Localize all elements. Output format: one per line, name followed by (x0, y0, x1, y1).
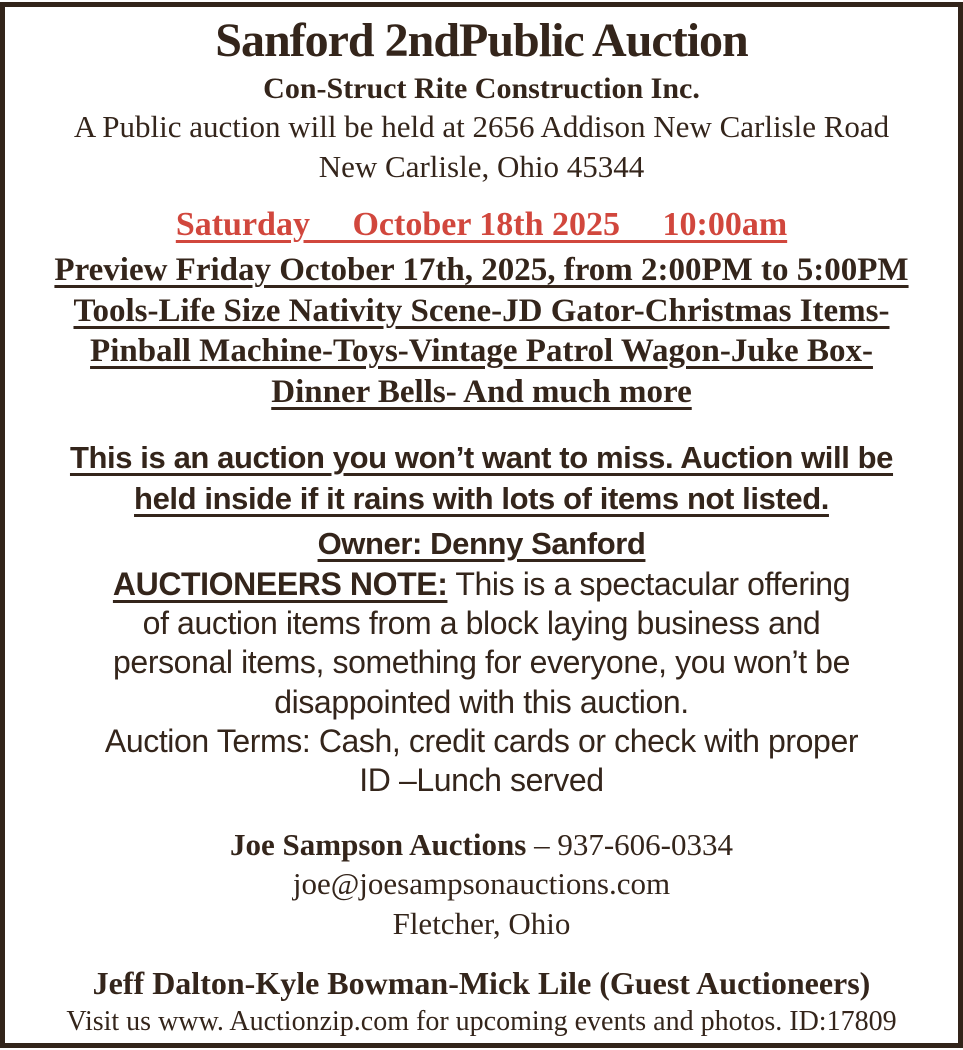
items-list-line-2: Pinball Machine-Toys-Vintage Patrol Wagon-Juke Box- (90, 333, 873, 370)
pitch-line-1: This is an auction you won’t want to miss. Auction will be (69, 439, 894, 475)
auctioneers-note-line-4: disappointed with this auction. (274, 683, 689, 720)
auctionzip-info: Visit us www. Auctionzip.com for upcoming events and photos. ID:17809 (66, 1006, 897, 1038)
auction-address-line1: A Public auction will be held at 2656 Addison New Carlisle Road (73, 109, 890, 145)
auctioneers-note-text: This is a spectacular offering (447, 565, 851, 602)
auction-address-line2: New Carlisle, Ohio 45344 (318, 148, 645, 184)
auction-terms-line-1: Auction Terms: Cash, credit cards or check with proper (104, 722, 859, 759)
owner-line: Owner: Denny Sanford (317, 525, 646, 561)
items-list-line-3: Dinner Bells- And much more (271, 373, 692, 410)
preview-schedule: Preview Friday October 17th, 2025, from 2:00PM to 5:00PM (54, 252, 909, 289)
guest-auctioneers: Jeff Dalton-Kyle Bowman-Mick Lile (Guest Auctioneers) (92, 964, 871, 1001)
auctioneer-email: joe@joesampsonauctions.com (292, 866, 671, 902)
auctioneers-note-label: AUCTIONEERS NOTE: (112, 565, 448, 602)
auctioneers-note-line-1 (5, 565, 958, 604)
auction-flyer (0, 2, 963, 1048)
auction-terms-line-2: ID –Lunch served (359, 762, 604, 799)
auctioneer-contact-line (5, 825, 958, 865)
auctioneer-name: Joe Sampson Auctions (230, 826, 527, 862)
auctioneers-note-line-3: personal items, something for everyone, you won’t be (113, 644, 850, 681)
company-name: Con-Struct Rite Construction Inc. (263, 71, 700, 105)
contact-section (5, 825, 958, 944)
page-title: Sanford 2ndPublic Auction (215, 14, 748, 67)
auctioneer-phone: – 937-606-0334 (526, 826, 733, 862)
auctioneers-note-line-2: of auction items from a block laying business and (142, 604, 821, 641)
notice-section (5, 438, 958, 801)
items-list-line-1: Tools-Life Size Nativity Scene-JD Gator-Christmas Items- (73, 293, 890, 330)
auction-date-time: Saturday October 18th 2025 10:00am (175, 205, 788, 243)
pitch-line-2: held inside if it rains with lots of items not listed. (134, 480, 829, 516)
auctioneer-city: Fletcher, Ohio (392, 906, 571, 941)
